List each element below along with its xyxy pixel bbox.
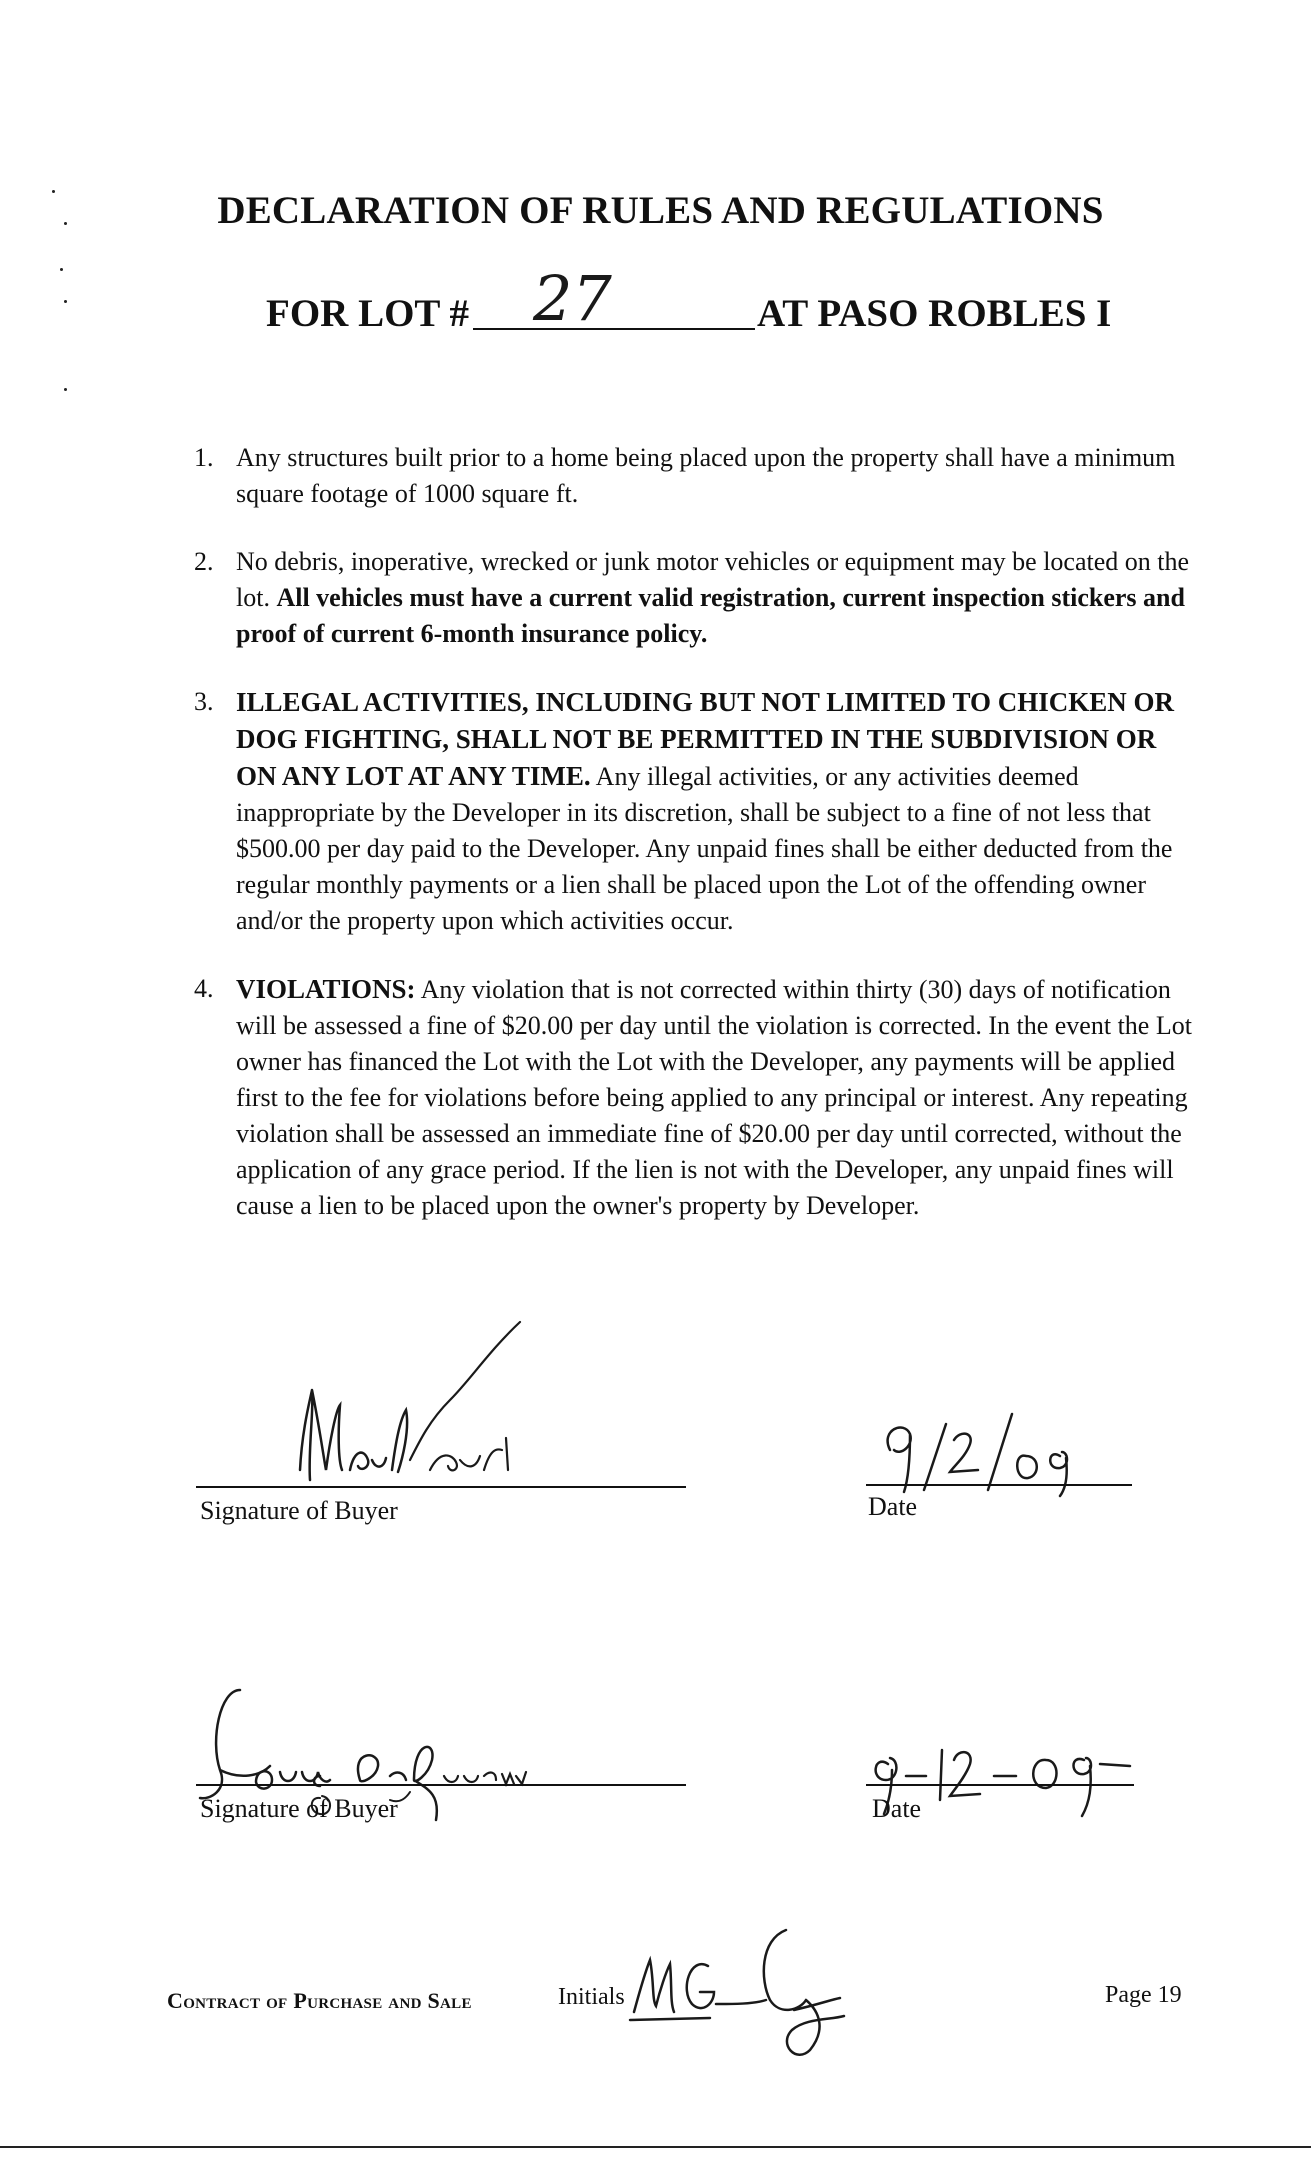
rule-text: Any violation that is not corrected within thirty (30) days of notification will be assessed a fine of $20.00 per day until the violation is corrected. In the event the Lot owner has financed the Lot with the Lot with the Developer, any payments will be applied first to the fee for violations before being applied to any principal or interest. Any repeating violation shall be assessed an immediate fine of $20.00 per day until corrected, without the application of any grace period. If the lien is not with the Developer, any unpaid fines will cause a lien to be placed upon the owner's property by Developer. [236, 975, 1192, 1220]
lot-heading [266, 262, 1112, 336]
date-caption: Date [868, 1492, 918, 1521]
rule-number: 4. [194, 974, 214, 1003]
initials-label: Initials [558, 1984, 625, 2010]
rule-number: 3. [194, 687, 214, 716]
rule-bold-text: ILLEGAL ACTIVITIES, INCLUDING BUT NOT LIMITED TO CHICKEN OR DOG FIGHTING, SHALL NOT BE PERMITTED IN THE SUBDIVISION OR ON ANY LOT AT ANY TIME. [236, 687, 1175, 791]
signature-caption: Signature of Buyer [200, 1496, 398, 1525]
lot-number-field [473, 262, 755, 335]
date-caption: Date [872, 1794, 922, 1823]
bottom-rule [0, 2146, 1311, 2148]
signature-line [196, 1486, 686, 1488]
contract-footer-label: Contract of Purchase and Sale [167, 1988, 472, 2013]
lot-prefix: FOR LOT # [266, 292, 469, 335]
signature-line [196, 1784, 686, 1786]
rule-text: No debris, inoperative, wrecked or junk motor vehicles or equipment may be located on the lot. [236, 547, 1190, 612]
rule-bold-text: VIOLATIONS: [236, 974, 416, 1004]
rule-item [186, 544, 1196, 652]
lot-number-handwritten: 27 [532, 262, 612, 335]
rule-item [186, 684, 1196, 939]
lot-suffix: AT PASO ROBLES I [756, 292, 1112, 335]
rule-item [186, 440, 1196, 512]
buyer-signature-1 [280, 1320, 540, 1510]
rule-number: 2. [194, 547, 214, 576]
rule-text: Any structures built prior to a home being placed upon the property shall have a minimum square footage of 1000 square ft. [236, 443, 1176, 508]
rule-text: Any illegal activities, or any activities deemed inappropriate by the Developer in its discretion, shall be subject to a fine of not less that $500.00 per day paid to the Developer. Any unpaid fines shall be either deducted from the regular monthly payments or a lien shall be placed upon the Lot of the offending owner and/or the property upon which activities occur. [236, 762, 1173, 935]
date-line [866, 1484, 1132, 1486]
scan-mark [60, 268, 63, 271]
scan-mark [64, 300, 67, 303]
rules-list [186, 440, 1196, 1256]
date-line [866, 1784, 1134, 1786]
signature-caption: Signature of Buyer [200, 1794, 398, 1823]
rule-number: 1. [194, 443, 214, 472]
document-title: DECLARATION OF RULES AND REGULATIONS [217, 189, 1104, 232]
page-number: Page 19 [1105, 1982, 1182, 2008]
rule-bold-text: All vehicles must have a current valid registration, current inspection stickers and proof of current 6-month insurance policy. [236, 583, 1185, 648]
scan-mark [64, 388, 67, 391]
buyer-initials [630, 1920, 870, 2060]
rule-item [186, 971, 1196, 1224]
